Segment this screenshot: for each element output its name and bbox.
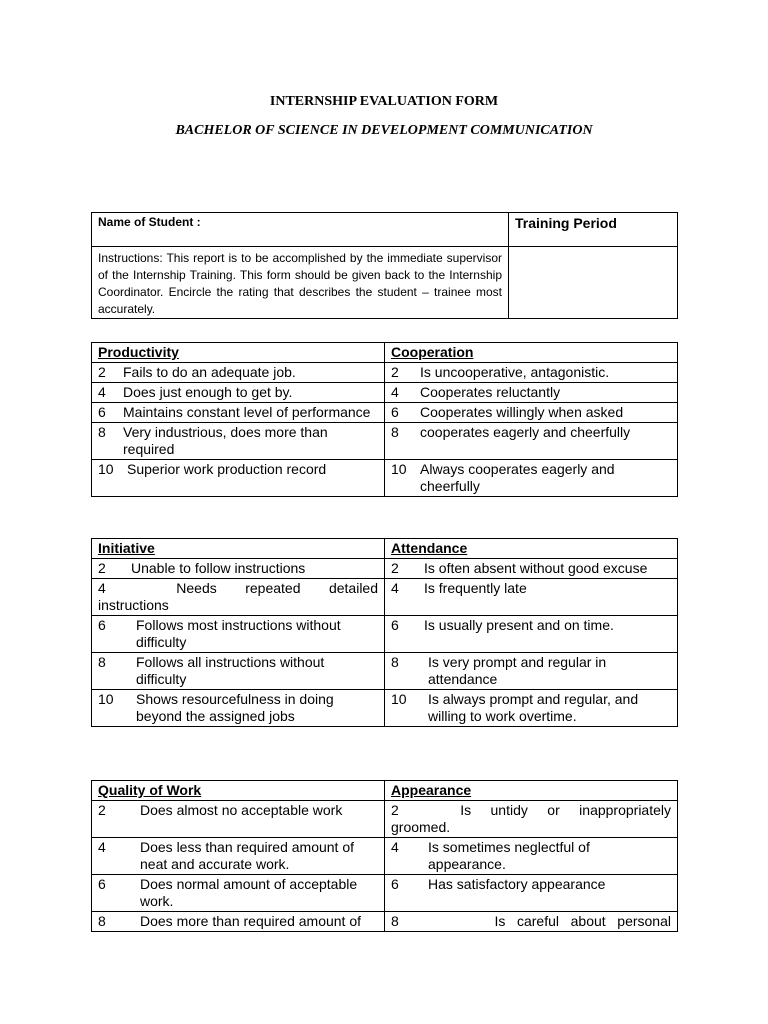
productivity-cooperation-table [91, 342, 678, 497]
attendance-rating-8[interactable]: 8 Is very prompt and regular in attendance [385, 653, 678, 690]
initiative-attendance-table [91, 538, 678, 727]
attendance-rating-6[interactable]: 6 Is usually present and on time. [385, 616, 678, 653]
appearance-rating-6[interactable]: 6 Has satisfactory appearance [385, 875, 678, 912]
form-title: INTERNSHIP EVALUATION FORM [269, 94, 499, 109]
instructions-cell [92, 247, 509, 319]
productivity-rating-4[interactable]: 4 Does just enough to get by. [92, 383, 385, 403]
attendance-rating-10[interactable]: 10 Is always prompt and regular, and willing to work overtime. [385, 690, 678, 727]
productivity-rating-2[interactable]: 2 Fails to do an adequate job. [92, 363, 385, 383]
form-subtitle: BACHELOR OF SCIENCE IN DEVELOPMENT COMMUNICATION [175, 123, 593, 138]
attendance-rating-4[interactable]: 4 Is frequently late [385, 579, 678, 616]
productivity-rating-10[interactable]: 10 Superior work production record [92, 460, 385, 497]
cooperation-rating-4[interactable]: 4 Cooperates reluctantly [385, 383, 678, 403]
cooperation-rating-8[interactable]: 8 cooperates eagerly and cheerfully [385, 423, 678, 460]
appearance-rating-8[interactable]: 8 Is careful about personal [385, 912, 678, 932]
initiative-rating-6[interactable]: 6 Follows most instructions without difficulty [92, 616, 385, 653]
name-of-student-label: Name of Student : [98, 215, 201, 229]
quality-rating-4[interactable]: 4 Does less than required amount of neat and accurate work. [92, 838, 385, 875]
attendance-header: Attendance [385, 539, 678, 559]
cooperation-header: Cooperation [385, 343, 678, 363]
quality-rating-6[interactable]: 6 Does normal amount of acceptable work. [92, 875, 385, 912]
quality-of-work-header: Quality of Work [92, 781, 385, 801]
initiative-header: Initiative [92, 539, 385, 559]
training-period-value-cell[interactable] [509, 247, 678, 319]
training-period-cell[interactable] [509, 213, 678, 247]
productivity-rating-6[interactable]: 6 Maintains constant level of performance [92, 403, 385, 423]
appearance-rating-2[interactable]: 2 Is untidy or inappropriately groomed. [385, 801, 678, 838]
training-period-label: Training Period [515, 215, 617, 231]
appearance-header: Appearance [385, 781, 678, 801]
quality-rating-8[interactable]: 8 Does more than required amount of [92, 912, 385, 932]
productivity-rating-8[interactable]: 8 Very industrious, does more than required [92, 423, 385, 460]
initiative-rating-10[interactable]: 10 Shows resourcefulness in doing beyond the assigned jobs [92, 690, 385, 727]
instructions-text: Instructions: This report is to be accomplished by the immediate supervisor of the Internship Training. This form should be given back to the Internship Coordinator. Encircle the rating that describes the student – trainee most accurately. [98, 251, 502, 316]
cooperation-rating-2[interactable]: 2 Is uncooperative, antagonistic. [385, 363, 678, 383]
quality-rating-2[interactable]: 2 Does almost no acceptable work [92, 801, 385, 838]
initiative-rating-8[interactable]: 8 Follows all instructions without difficulty [92, 653, 385, 690]
cooperation-rating-6[interactable]: 6 Cooperates willingly when asked [385, 403, 678, 423]
name-of-student-cell[interactable] [92, 213, 509, 247]
initiative-rating-4[interactable]: 4 Needs repeated detailed instructions [92, 579, 385, 616]
student-info-table [91, 212, 678, 319]
appearance-rating-4[interactable]: 4 Is sometimes neglectful of appearance. [385, 838, 678, 875]
initiative-rating-2[interactable]: 2 Unable to follow instructions [92, 559, 385, 579]
productivity-header: Productivity [92, 343, 385, 363]
cooperation-rating-10[interactable]: 10 Always cooperates eagerly and cheerfully [385, 460, 678, 497]
quality-appearance-table [91, 780, 678, 932]
attendance-rating-2[interactable]: 2 Is often absent without good excuse [385, 559, 678, 579]
